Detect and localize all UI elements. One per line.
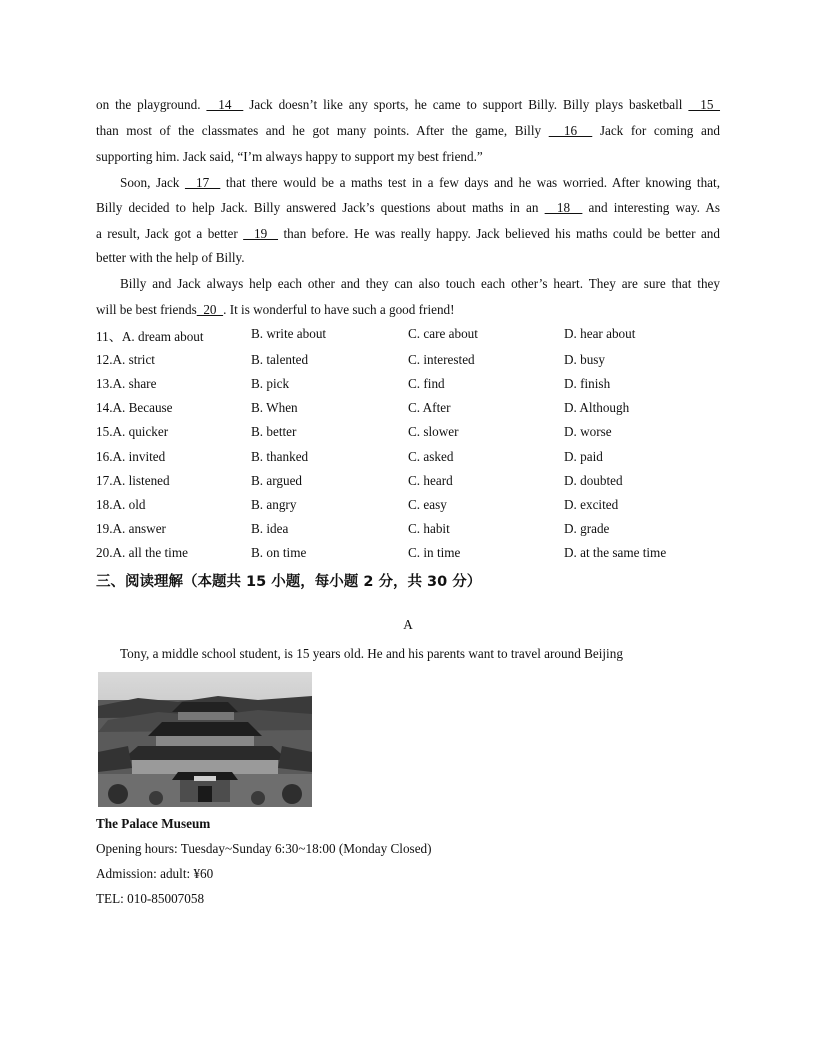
passage-line [96, 225, 720, 243]
blank-14: 14 [206, 97, 244, 112]
option-row [96, 545, 720, 563]
option-d: D. grade [564, 521, 610, 536]
palace-museum-photo [98, 672, 312, 807]
passage-line: better with the help of Billy. [96, 250, 245, 265]
option-c: C. interested [408, 352, 475, 367]
option-c: C. asked [408, 449, 454, 464]
option-a: 19.A. answer [96, 521, 166, 536]
option-c: C. slower [408, 424, 459, 439]
passage-text: on the playground. [96, 97, 207, 112]
passage-text: . It is wonderful to have such a good friend! [223, 302, 455, 317]
passage-text: Soon, Jack [120, 175, 185, 190]
passage-line [120, 174, 720, 192]
option-d: D. excited [564, 497, 619, 512]
option-d: D. Although [564, 400, 630, 415]
option-a: 12.A. strict [96, 352, 155, 367]
passage-text: than before. He was really happy. Jack believed his maths could be better and [278, 226, 720, 241]
part-label: A [403, 617, 413, 632]
passage-text: and interesting way. As [582, 200, 720, 215]
option-b: B. better [251, 424, 297, 439]
passage-text: Billy decided to help Jack. Billy answered Jack’s questions about maths in an [96, 200, 545, 215]
option-a: 20.A. all the time [96, 545, 188, 560]
option-b: B. write about [251, 326, 327, 341]
option-row [96, 449, 720, 467]
option-b: B. angry [251, 497, 297, 512]
option-b: B. thanked [251, 449, 309, 464]
option-row [96, 400, 720, 418]
option-c: C. heard [408, 473, 453, 488]
option-row [96, 521, 720, 539]
option-c: C. find [408, 376, 445, 391]
option-c: C. in time [408, 545, 461, 560]
passage-line [96, 301, 720, 319]
passage-line [96, 199, 720, 217]
option-b: B. pick [251, 376, 290, 391]
option-b: B. argued [251, 473, 303, 488]
passage-line: supporting him. Jack said, “I’m always happy to support my best friend.” [96, 149, 483, 164]
option-row [96, 326, 720, 344]
passage-line [96, 122, 720, 140]
opening-hours: Opening hours: Tuesday~Sunday 6:30~18:00 (Monday Closed) [96, 841, 432, 856]
option-b: B. When [251, 400, 298, 415]
blank-15: 15 [688, 97, 721, 112]
option-row [96, 424, 720, 442]
option-a: 13.A. share [96, 376, 157, 391]
option-c: C. habit [408, 521, 450, 536]
option-a: 16.A. invited [96, 449, 166, 464]
blank-17: 17 [184, 175, 221, 190]
option-row [96, 473, 720, 491]
passage-text: Jack for coming and [592, 123, 721, 138]
passage-text: than most of the classmates and he got many points. After the game, Billy [96, 123, 549, 138]
option-a: 15.A. quicker [96, 424, 169, 439]
blank-18: 18 [544, 200, 583, 215]
option-c: C. easy [408, 497, 447, 512]
option-a: 11、A. dream about [96, 329, 204, 344]
section-heading: 三、阅读理解（本题共 15 小题，每小题 2 分，共 30 分） [96, 574, 482, 590]
passage-text: will be best friends [96, 302, 197, 317]
option-d: D. doubted [564, 473, 623, 488]
option-row [96, 376, 720, 394]
blank-19: 19 [243, 226, 279, 241]
option-a: 14.A. Because [96, 400, 173, 415]
option-d: D. hear about [564, 326, 636, 341]
option-a: 18.A. old [96, 497, 146, 512]
option-d: D. worse [564, 424, 612, 439]
option-c: C. After [408, 400, 451, 415]
passage-line [96, 96, 720, 114]
option-row [96, 497, 720, 515]
option-a: 17.A. listened [96, 473, 170, 488]
option-d: D. busy [564, 352, 606, 367]
admission-price: Admission: adult: ¥60 [96, 866, 214, 881]
option-row [96, 352, 720, 370]
passage-text: Jack doesn’t like any sports, he came to support Billy. Billy plays basketball [243, 97, 689, 112]
blank-16: 16 [548, 123, 593, 138]
blank-20: 20 [196, 302, 224, 317]
telephone: TEL: 010-85007058 [96, 891, 205, 906]
museum-name: The Palace Museum [96, 816, 211, 831]
passage-text: that there would be a maths test in a few days and he was worried. After knowing that, [220, 175, 720, 190]
option-d: D. finish [564, 376, 611, 391]
passage-line: Billy and Jack always help each other and they can also touch each other’s heart. They are sure that they [120, 276, 720, 291]
passage-text: a result, Jack got a better [96, 226, 244, 241]
intro-text: Tony, a middle school student, is 15 years old. He and his parents want to travel around Beijing [120, 646, 623, 661]
option-c: C. care about [408, 326, 478, 341]
option-b: B. talented [251, 352, 309, 367]
option-d: D. at the same time [564, 545, 667, 560]
option-b: B. idea [251, 521, 289, 536]
option-d: D. paid [564, 449, 603, 464]
option-b: B. on time [251, 545, 307, 560]
